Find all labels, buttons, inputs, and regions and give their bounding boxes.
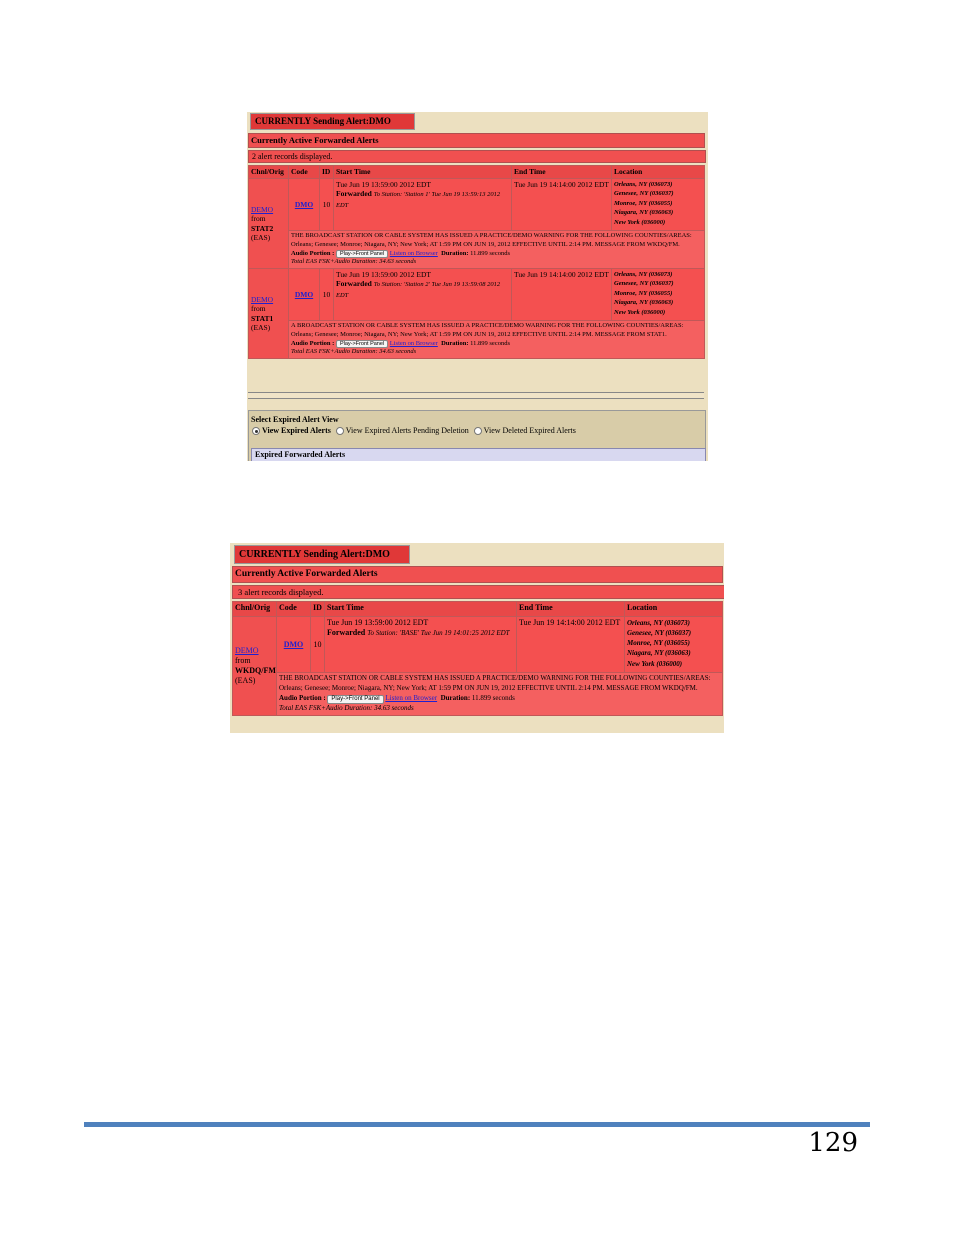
duration-label: Duration: <box>440 693 471 702</box>
table-header-row <box>233 602 723 617</box>
location-item: New York (036000) <box>614 308 666 316</box>
id-cell: 10 <box>311 617 325 673</box>
screenshot-2 <box>230 543 724 733</box>
alert-message: A BROADCAST STATION OR CABLE SYSTEM HAS ISSUED A PRACTICE/DEMO WARNING FOR THE FOLLOWING COUNTIES/AREAS: Orleans; Genesee; Monroe; Niagara, NY; New York; AT 1:59 PM ON JUN 19, 2012 EFFECTIVE UNTIL 2:14 PM. MESSAGE FROM STAT1. <box>291 322 684 338</box>
header-id: ID <box>320 166 334 179</box>
message-row <box>249 231 705 269</box>
location-cell <box>612 269 705 321</box>
message-cell <box>277 673 723 716</box>
station-type: (EAS) <box>251 232 271 242</box>
forwarded-label: Forwarded <box>327 628 366 637</box>
code-dmo-link[interactable]: DMO <box>294 289 314 299</box>
station-type: (EAS) <box>235 675 256 685</box>
total-duration: Total EAS FSK+Audio Duration: 34.63 seconds <box>291 348 417 356</box>
header-code: Code <box>289 166 320 179</box>
location-cell <box>625 617 723 673</box>
listen-on-browser-link[interactable]: Listen on Browser <box>385 693 438 702</box>
code-dmo-link[interactable]: DMO <box>283 639 304 649</box>
audio-portion-label: Audio Portion : <box>291 249 335 257</box>
location-item: Niagara, NY (036063) <box>627 649 691 658</box>
header-code: Code <box>277 602 311 617</box>
header-end-time: End Time <box>512 166 612 179</box>
play-front-panel-button[interactable]: Play->Front Panel <box>336 250 388 259</box>
message-cell <box>289 321 705 359</box>
header-start-time: Start Time <box>334 166 512 179</box>
forwarded-detail: To Station: 'Station 1' Tue Jun 19 13:59:13 2012 EDT <box>336 191 501 209</box>
end-time-cell: Tue Jun 19 14:14:00 2012 EDT <box>512 179 612 231</box>
channel-demo-link[interactable]: DEMO <box>251 204 274 214</box>
header-location: Location <box>612 166 705 179</box>
forwarded-label: Forwarded <box>336 189 372 199</box>
records-count: 3 alert records displayed. <box>232 585 724 599</box>
records-count: 2 alert records displayed. <box>248 150 706 163</box>
play-front-panel-button[interactable]: Play->Front Panel <box>327 695 383 704</box>
duration-value: 11.899 seconds <box>470 339 510 347</box>
location-cell <box>612 179 705 231</box>
forwarded-label: Forwarded <box>336 279 372 289</box>
radio-label-deleted: View Deleted Expired Alerts <box>483 426 576 435</box>
header-location: Location <box>625 602 723 617</box>
radio-view-expired[interactable] <box>252 427 260 435</box>
channel-demo-link[interactable]: DEMO <box>235 645 259 655</box>
audio-portion-label: Audio Portion : <box>279 693 326 702</box>
alert-message: THE BROADCAST STATION OR CABLE SYSTEM HAS ISSUED A PRACTICE/DEMO WARNING FOR THE FOLLOWING COUNTIES/AREAS: Orleans; Genesee; Monroe; Niagara, NY; New York; AT 1:59 PM ON JUN 19, 2012 EFFECTIVE UNTIL 2:14 PM. MESSAGE FROM WKDQ/FM. <box>291 232 692 248</box>
duration-label: Duration: <box>441 249 469 257</box>
header-chnl-orig: Chnl/Orig <box>249 166 289 179</box>
radio-view-pending-deletion[interactable] <box>336 427 344 435</box>
start-time: Tue Jun 19 13:59:00 2012 EDT <box>336 270 431 280</box>
header-start-time: Start Time <box>325 602 517 617</box>
message-row <box>233 673 723 716</box>
table-row <box>249 269 705 321</box>
start-time-cell <box>334 179 512 231</box>
header-end-time: End Time <box>517 602 625 617</box>
horizontal-scrollbar[interactable] <box>248 392 704 399</box>
message-row <box>249 321 705 359</box>
table-row <box>233 617 723 673</box>
station-name: WKDQ/FM <box>235 665 276 675</box>
radio-label-pending-deletion: View Expired Alerts Pending Deletion <box>345 426 469 435</box>
location-item: Monroe, NY (036055) <box>614 289 673 297</box>
chnl-orig-cell <box>249 179 289 269</box>
currently-sending-banner: CURRENTLY Sending Alert:DMO <box>250 113 415 130</box>
duration-value: 11.899 seconds <box>471 693 515 702</box>
chnl-orig-cell <box>233 617 277 716</box>
expired-view-radios <box>252 426 576 435</box>
location-item: Genesee, NY (036037) <box>614 280 674 288</box>
alerts-table <box>232 601 723 716</box>
play-front-panel-button[interactable]: Play->Front Panel <box>336 340 388 349</box>
audio-portion-row <box>279 694 720 704</box>
duration-label: Duration: <box>441 339 469 347</box>
id-cell: 10 <box>320 269 334 321</box>
end-time-cell: Tue Jun 19 14:14:00 2012 EDT <box>512 269 612 321</box>
station-type: (EAS) <box>251 322 271 332</box>
forwarded-detail: To Station: 'BASE' Tue Jun 19 14:01:25 2012 EDT <box>367 629 510 637</box>
message-cell <box>289 231 705 269</box>
from-label: from <box>251 304 266 314</box>
location-item: New York (036000) <box>627 659 683 668</box>
location-item: Monroe, NY (036055) <box>627 639 690 648</box>
start-time: Tue Jun 19 13:59:00 2012 EDT <box>327 618 429 627</box>
alerts-table <box>248 165 705 359</box>
code-cell <box>289 269 320 321</box>
location-item: Monroe, NY (036055) <box>614 199 673 207</box>
location-item: Niagara, NY (036063) <box>614 209 674 217</box>
location-item: Orleans, NY (036073) <box>614 271 673 279</box>
total-duration: Total EAS FSK+Audio Duration: 34.63 seconds <box>291 258 417 266</box>
page-number: 129 <box>808 1128 858 1158</box>
code-cell <box>277 617 311 673</box>
active-alerts-header: Currently Active Forwarded Alerts <box>232 566 723 583</box>
select-expired-title: Select Expired Alert View <box>251 415 339 424</box>
start-time-cell <box>325 617 517 673</box>
location-item: Genesee, NY (036037) <box>614 190 674 198</box>
location-item: Orleans, NY (036073) <box>614 181 673 188</box>
listen-on-browser-link[interactable]: Listen on Browser <box>389 249 438 257</box>
from-label: from <box>251 214 266 224</box>
location-item: Genesee, NY (036037) <box>627 629 692 638</box>
code-cell <box>289 179 320 231</box>
location-item: Orleans, NY (036073) <box>627 619 690 627</box>
active-alerts-header: Currently Active Forwarded Alerts <box>248 133 705 148</box>
screenshot-1 <box>247 112 708 461</box>
header-chnl-orig: Chnl/Orig <box>233 602 277 617</box>
alert-message: THE BROADCAST STATION OR CABLE SYSTEM HAS ISSUED A PRACTICE/DEMO WARNING FOR THE FOLLOWING COUNTIES/AREAS: Orleans; Genesee; Monroe; Niagara, NY; New York; AT 1:59 PM ON JUN 19, 2012 EFFECTIVE UNTIL 2:14 PM. MESSAGE FROM WKDQ/FM. <box>279 674 711 692</box>
radio-label-view-expired: View Expired Alerts <box>262 426 331 435</box>
expired-forwarded-alerts-header: Expired Forwarded Alerts <box>251 448 706 461</box>
audio-portion-label: Audio Portion : <box>291 339 335 347</box>
end-time-cell: Tue Jun 19 14:14:00 2012 EDT <box>517 617 625 673</box>
audio-portion-row <box>291 250 702 259</box>
location-item: New York (036000) <box>614 218 666 226</box>
currently-sending-banner: CURRENTLY Sending Alert:DMO <box>234 545 410 564</box>
forwarded-detail: To Station: 'Station 2' Tue Jun 19 13:59:08 2012 EDT <box>336 281 501 299</box>
station-name: STAT2 <box>251 223 274 233</box>
start-time-cell <box>334 269 512 321</box>
total-duration: Total EAS FSK+Audio Duration: 34.63 seconds <box>279 703 414 712</box>
code-dmo-link[interactable]: DMO <box>294 199 314 209</box>
audio-portion-row <box>291 340 702 349</box>
station-name: STAT1 <box>251 313 274 323</box>
table-header-row <box>249 166 705 179</box>
duration-value: 11.899 seconds <box>470 249 510 257</box>
location-item: Niagara, NY (036063) <box>614 299 674 307</box>
footer-rule <box>84 1122 870 1127</box>
chnl-orig-cell <box>249 269 289 359</box>
table-row <box>249 179 705 231</box>
listen-on-browser-link[interactable]: Listen on Browser <box>389 339 438 347</box>
radio-view-deleted[interactable] <box>474 427 482 435</box>
id-cell: 10 <box>320 179 334 231</box>
header-id: ID <box>311 602 325 617</box>
from-label: from <box>235 655 251 665</box>
channel-demo-link[interactable]: DEMO <box>251 294 274 304</box>
expired-alert-view-box <box>248 410 706 461</box>
start-time: Tue Jun 19 13:59:00 2012 EDT <box>336 180 431 189</box>
